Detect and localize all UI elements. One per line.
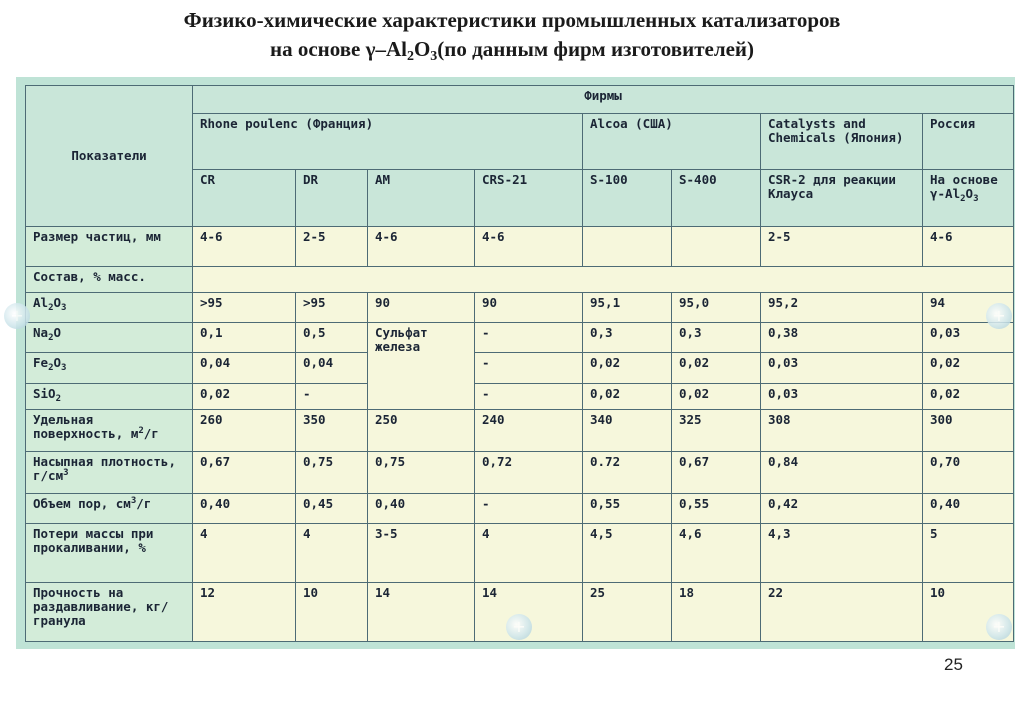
plus-bubble-icon: + bbox=[506, 614, 532, 640]
table-cell: 22 bbox=[761, 582, 923, 641]
table-cell: 4-6 bbox=[193, 226, 296, 266]
table-row bbox=[26, 353, 1014, 383]
table-cell: 2-5 bbox=[296, 226, 368, 266]
table-row bbox=[26, 266, 1014, 292]
table-cell: 250 bbox=[368, 409, 475, 451]
table-cell: 0,40 bbox=[193, 494, 296, 524]
table-cell: 0,70 bbox=[923, 451, 1014, 493]
table-cell: - bbox=[475, 353, 583, 383]
table-cell: - bbox=[296, 383, 368, 409]
table-cell: 0,02 bbox=[923, 383, 1014, 409]
table-cell: 0,02 bbox=[583, 383, 672, 409]
table-cell: 0,75 bbox=[296, 451, 368, 493]
table-cell: 0,42 bbox=[761, 494, 923, 524]
table-cell: 94 bbox=[923, 293, 1014, 323]
title-line-1: Физико-химические характеристики промышленных катализаторов bbox=[183, 8, 841, 32]
table-cell: 0,02 bbox=[923, 353, 1014, 383]
table-cell: 0,67 bbox=[193, 451, 296, 493]
row-label-pore: Объем пор, $см^3/г$ bbox=[26, 494, 193, 524]
table-cell: 0,02 bbox=[672, 353, 761, 383]
table-cell: 3-5 bbox=[368, 524, 475, 582]
table-cell: 95,1 bbox=[583, 293, 672, 323]
table-cell: 0,45 bbox=[296, 494, 368, 524]
table-cell: 95,0 bbox=[672, 293, 761, 323]
row-label-strength: Прочность на раздавливание, кг/гранула bbox=[26, 582, 193, 641]
brand-crs21: CRS-21 bbox=[475, 170, 583, 226]
table-cell: 0,03 bbox=[923, 323, 1014, 353]
table-cell: 260 bbox=[193, 409, 296, 451]
row-label-na2o: $Na_2O$ bbox=[26, 323, 193, 353]
table-cell: 0,75 bbox=[368, 451, 475, 493]
header-firms: Фирмы bbox=[193, 86, 1014, 114]
table-cell: 90 bbox=[368, 293, 475, 323]
table-cell: 4 bbox=[296, 524, 368, 582]
row-label-sio2: SiO$_2$ bbox=[26, 383, 193, 409]
table-row bbox=[26, 494, 1014, 524]
table-cell: 12 bbox=[193, 582, 296, 641]
table-cell: 0,02 bbox=[672, 383, 761, 409]
table-cell: 0,3 bbox=[672, 323, 761, 353]
table-cell: 4,5 bbox=[583, 524, 672, 582]
table-cell: 10 bbox=[923, 582, 1014, 641]
table-row bbox=[26, 293, 1014, 323]
brand-am: AM bbox=[368, 170, 475, 226]
table-cell: 0,67 bbox=[672, 451, 761, 493]
table-cell: 14 bbox=[368, 582, 475, 641]
table-cell: 0,03 bbox=[761, 383, 923, 409]
table-row bbox=[26, 383, 1014, 409]
table-cell: 4-6 bbox=[923, 226, 1014, 266]
table-cell: 4 bbox=[193, 524, 296, 582]
row-label-loss: Потери массы при прокаливании, % bbox=[26, 524, 193, 582]
table-row bbox=[26, 409, 1014, 451]
table-cell: 350 bbox=[296, 409, 368, 451]
table-cell: 0,55 bbox=[583, 494, 672, 524]
row-label-composition: Состав, % масс. bbox=[26, 266, 193, 292]
table-cell: 5 bbox=[923, 524, 1014, 582]
table-cell: 0,72 bbox=[475, 451, 583, 493]
row-label-surface: Удельная поверхность, $м^2/г$ bbox=[26, 409, 193, 451]
table-cell: 0,04 bbox=[296, 353, 368, 383]
table-cell: 340 bbox=[583, 409, 672, 451]
page-number: 25 bbox=[944, 655, 963, 674]
row-label-al2o3: $Al_2O_3$ bbox=[26, 293, 193, 323]
table-cell: 18 bbox=[672, 582, 761, 641]
table-cell: 4,3 bbox=[761, 524, 923, 582]
table-cell: 0,04 bbox=[193, 353, 296, 383]
table-cell: 14 bbox=[475, 582, 583, 641]
table-cell bbox=[672, 226, 761, 266]
table-cell: 4-6 bbox=[475, 226, 583, 266]
table-cell: 10 bbox=[296, 582, 368, 641]
table-cell: - bbox=[475, 494, 583, 524]
table-row bbox=[26, 451, 1014, 493]
table-row bbox=[26, 323, 1014, 353]
table-cell: 325 bbox=[672, 409, 761, 451]
catalyst-table bbox=[25, 85, 1014, 642]
table-cell: 300 bbox=[923, 409, 1014, 451]
brand-dr: DR bbox=[296, 170, 368, 226]
brand-csr2: CSR-2 для реакции Клауса bbox=[761, 170, 923, 226]
row-label-fe2o3: $Fe_2O_3$ bbox=[26, 353, 193, 383]
table-cell: 240 bbox=[475, 409, 583, 451]
table-cell: >95 bbox=[193, 293, 296, 323]
header-indicators: Показатели bbox=[26, 86, 193, 227]
am-composition-cell: Сульфат железа bbox=[368, 323, 475, 409]
brand-s400: S-400 bbox=[672, 170, 761, 226]
table-cell: 0,40 bbox=[923, 494, 1014, 524]
table-cell: 0,84 bbox=[761, 451, 923, 493]
table-cell: 0,5 bbox=[296, 323, 368, 353]
table-cell: 25 bbox=[583, 582, 672, 641]
row-label-size: Размер частиц, мм bbox=[26, 226, 193, 266]
table-row bbox=[26, 524, 1014, 582]
table-cell: 0,03 bbox=[761, 353, 923, 383]
table-cell: 4-6 bbox=[368, 226, 475, 266]
brand-russia: На основе $\gamma-Al_2O_3$ bbox=[923, 170, 1014, 226]
table-cell: 0,55 bbox=[672, 494, 761, 524]
brand-cr: CR bbox=[193, 170, 296, 226]
company-russia: Россия bbox=[923, 114, 1014, 170]
table-cell: 0,3 bbox=[583, 323, 672, 353]
company-alcoa: Alcoa (США) bbox=[583, 114, 761, 170]
table-cell bbox=[583, 226, 672, 266]
table-cell: 0,02 bbox=[193, 383, 296, 409]
table-cell: 0,40 bbox=[368, 494, 475, 524]
brand-s100: S-100 bbox=[583, 170, 672, 226]
plus-bubble-icon: + bbox=[986, 614, 1012, 640]
company-catalysts: Catalysts and Chemicals (Япония) bbox=[761, 114, 923, 170]
row-label-density: Насыпная плотность, $г/см^3$ bbox=[26, 451, 193, 493]
plus-bubble-icon: + bbox=[4, 303, 30, 329]
table-cell: 90 bbox=[475, 293, 583, 323]
company-rhone: Rhone poulenc (Франция) bbox=[193, 114, 583, 170]
table-cell: 0.72 bbox=[583, 451, 672, 493]
table-cell: 4,6 bbox=[672, 524, 761, 582]
table-cell: 0,38 bbox=[761, 323, 923, 353]
table-cell: 0,02 bbox=[583, 353, 672, 383]
slide-title bbox=[0, 6, 1024, 64]
table-cell: 4 bbox=[475, 524, 583, 582]
table-cell: >95 bbox=[296, 293, 368, 323]
table-cell bbox=[193, 266, 1014, 292]
table-cell: 0,1 bbox=[193, 323, 296, 353]
title-line-2: на основе $\gamma-Al_2O_3(по$ данным фирм изготовителей) bbox=[269, 37, 755, 64]
plus-bubble-icon: + bbox=[986, 303, 1012, 329]
table-cell: 2-5 bbox=[761, 226, 923, 266]
table-cell: - bbox=[475, 323, 583, 353]
table-cell: 308 bbox=[761, 409, 923, 451]
table-cell: - bbox=[475, 383, 583, 409]
table-cell: 95,2 bbox=[761, 293, 923, 323]
table-row bbox=[26, 226, 1014, 266]
